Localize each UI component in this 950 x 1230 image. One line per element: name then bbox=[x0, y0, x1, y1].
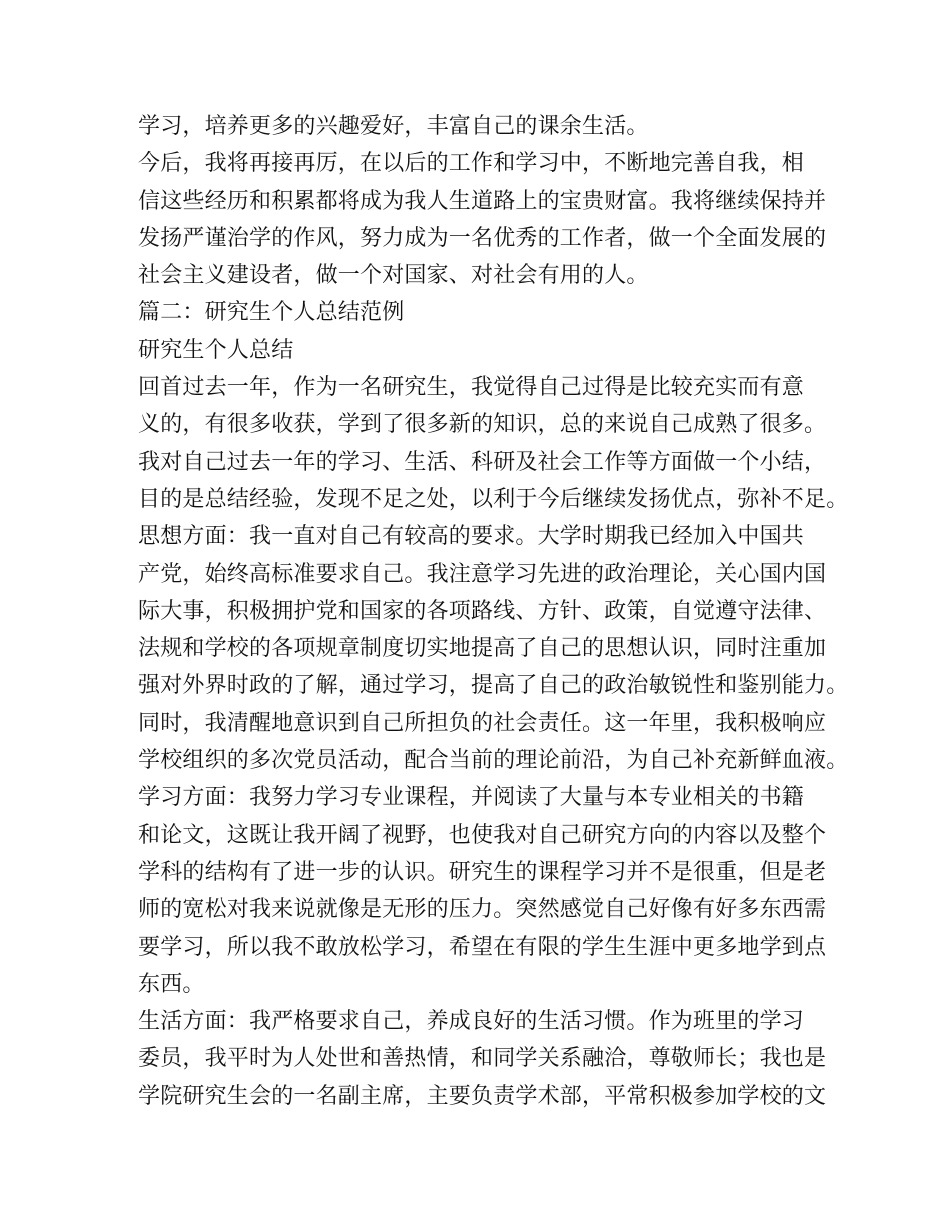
text-line: 生活方面：我严格要求自己，养成良好的生活习惯。作为班里的学习 bbox=[138, 1009, 805, 1035]
text-line: 目的是总结经验，发现不足之处，以利于今后继续发扬优点，弥补不足。 bbox=[138, 486, 849, 512]
text-line: 际大事，积极拥护党和国家的各项路线、方针、政策，自觉遵守法律、 bbox=[138, 598, 827, 624]
section-subheading: 研究生个人总结 bbox=[138, 337, 294, 363]
section-heading: 篇二：研究生个人总结范例 bbox=[138, 300, 405, 326]
text-line: 东西。 bbox=[138, 971, 205, 997]
text-line: 社会主义建设者，做一个对国家、对社会有用的人。 bbox=[138, 263, 649, 289]
text-line: 今后，我将再接再厉，在以后的工作和学习中，不断地完善自我，相 bbox=[138, 151, 805, 177]
text-line: 义的，有很多收获，学到了很多新的知识，总的来说自己成熟了很多。 bbox=[138, 412, 827, 438]
document-body bbox=[138, 108, 849, 1115]
text-line: 法规和学校的各项规章制度切实地提高了自己的思想认识，同时注重加 bbox=[138, 636, 827, 662]
text-line: 思想方面：我一直对自己有较高的要求。大学时期我已经加入中国共 bbox=[138, 524, 805, 550]
text-line: 学习方面：我努力学习专业课程，并阅读了大量与本专业相关的书籍 bbox=[138, 785, 805, 811]
text-line: 同时，我清醒地意识到自己所担负的社会责任。这一年里，我积极响应 bbox=[138, 710, 827, 736]
text-line: 要学习，所以我不敢放松学习，希望在有限的学生生涯中更多地学到点 bbox=[138, 934, 827, 960]
text-line: 强对外界时政的了解，通过学习，提高了自己的政治敏锐性和鉴别能力。 bbox=[138, 673, 849, 699]
text-line: 产党，始终高标准要求自己。我注意学习先进的政治理论，关心国内国 bbox=[138, 561, 827, 587]
text-line: 学科的结构有了进一步的认识。研究生的课程学习并不是很重，但是老 bbox=[138, 859, 827, 885]
text-line: 委员，我平时为人处世和善热情，和同学关系融洽，尊敬师长；我也是 bbox=[138, 1046, 827, 1072]
text-line: 和论文，这既让我开阔了视野，也使我对自己研究方向的内容以及整个 bbox=[138, 822, 827, 848]
text-line: 发扬严谨治学的作风，努力成为一名优秀的工作者，做一个全面发展的 bbox=[138, 225, 827, 251]
text-line: 回首过去一年，作为一名研究生，我觉得自己过得是比较充实而有意 bbox=[138, 375, 805, 401]
text-line: 学校组织的多次党员活动，配合当前的理论前沿，为自己补充新鲜血液。 bbox=[138, 748, 849, 774]
text-line: 师的宽松对我来说就像是无形的压力。突然感觉自己好像有好多东西需 bbox=[138, 897, 827, 923]
text-line: 学习，培养更多的兴趣爱好，丰富自己的课余生活。 bbox=[138, 114, 649, 139]
text-line: 我对自己过去一年的学习、生活、科研及社会工作等方面做一个小结， bbox=[138, 449, 827, 475]
text-line: 学院研究生会的一名副主席，主要负责学术部，平常积极参加学校的文 bbox=[138, 1083, 827, 1109]
text-line: 信这些经历和积累都将成为我人生道路上的宝贵财富。我将继续保持并 bbox=[138, 188, 827, 214]
